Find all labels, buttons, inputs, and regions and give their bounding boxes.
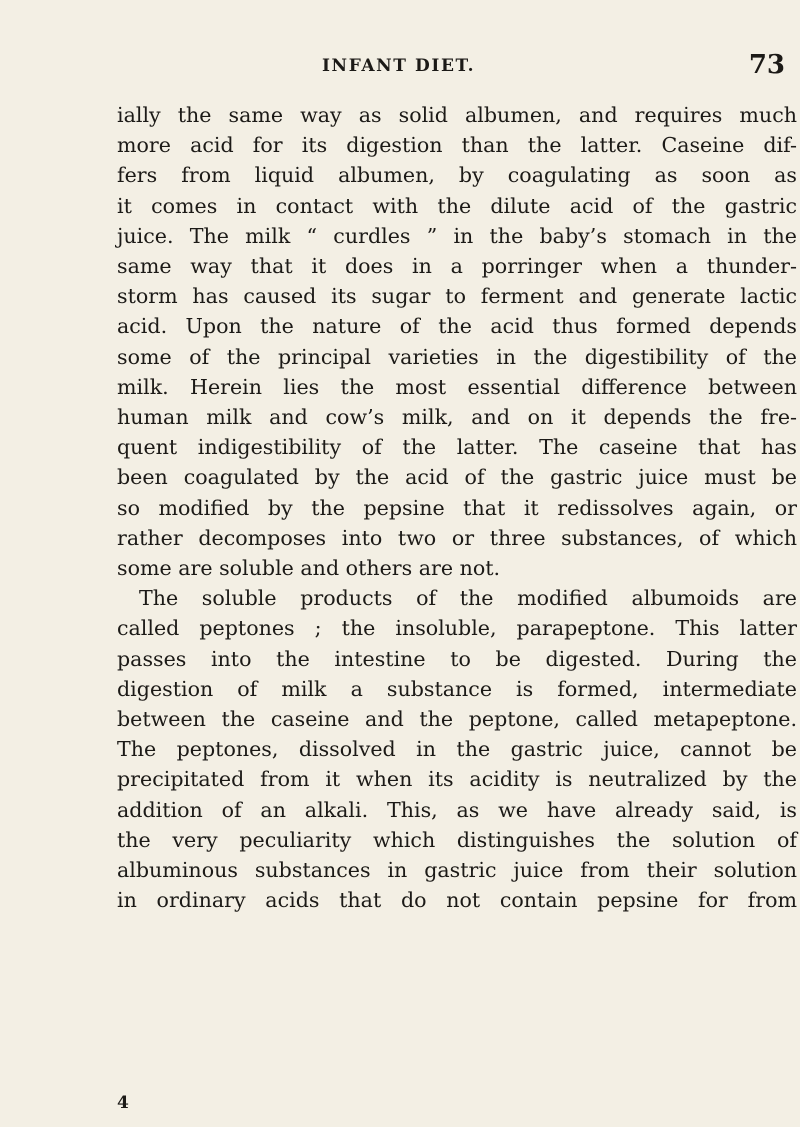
text-line: more acid for its digestion than the latter. Caseine dif- (117, 133, 797, 158)
text-line: ially the same way as solid albumen, and requires much (117, 103, 797, 127)
text-line: so modified by the pepsine that it redissolves again, or (117, 495, 797, 520)
text-line-paragraph-end: some are soluble and others are not. (117, 556, 501, 581)
text-line-paragraph-start: The soluble products of the modified albumoids are (139, 586, 797, 611)
text-line: it comes in contact with the dilute acid of the gastric (117, 193, 797, 218)
text-line: addition of an alkali. This, as we have already said, is (117, 797, 797, 822)
text-line: precipitated from it when its acidity is neutralized by the (117, 767, 797, 792)
page-number: 73 (748, 50, 785, 80)
text-line: milk. Herein lies the most essential difference between (117, 374, 797, 399)
running-head (117, 50, 797, 84)
text-line: fers from liquid albumen, by coagulating as soon as (117, 163, 797, 188)
text-line: digestion of milk a substance is formed, intermediate (117, 676, 797, 701)
text-line: same way that it does in a porringer when a thunder- (117, 254, 797, 279)
running-head-title: INFANT DIET. (322, 56, 476, 76)
text-line: acid. Upon the nature of the acid thus formed depends (117, 314, 797, 339)
text-line: rather decomposes into two or three substances, of which (117, 525, 797, 550)
text-line: between the caseine and the peptone, called metapeptone. (117, 707, 797, 732)
text-line: human milk and cow’s milk, and on it depends the fre- (117, 405, 797, 430)
signature-mark: 4 (117, 1093, 129, 1113)
text-line: juice. The milk “ curdles ” in the baby’s stomach in the (117, 223, 797, 248)
text-line: albuminous substances in gastric juice from their solution (117, 858, 797, 883)
text-line: quent indigestibility of the latter. The caseine that has (117, 435, 797, 460)
text-line: The peptones, dissolved in the gastric juice, cannot be (117, 737, 797, 762)
text-line: called peptones ; the insoluble, parapeptone. This latter (117, 616, 797, 641)
text-line: been coagulated by the acid of the gastric juice must be (117, 465, 797, 490)
body-text (117, 100, 797, 915)
text-line: passes into the intestine to be digested. During the (117, 646, 797, 671)
text-line: the very peculiarity which distinguishes the solution of (117, 827, 797, 852)
text-line: in ordinary acids that do not contain pepsine for from (117, 888, 797, 913)
text-line: some of the principal varieties in the digestibility of the (117, 344, 797, 369)
text-line: storm has caused its sugar to ferment and generate lactic (117, 284, 797, 309)
